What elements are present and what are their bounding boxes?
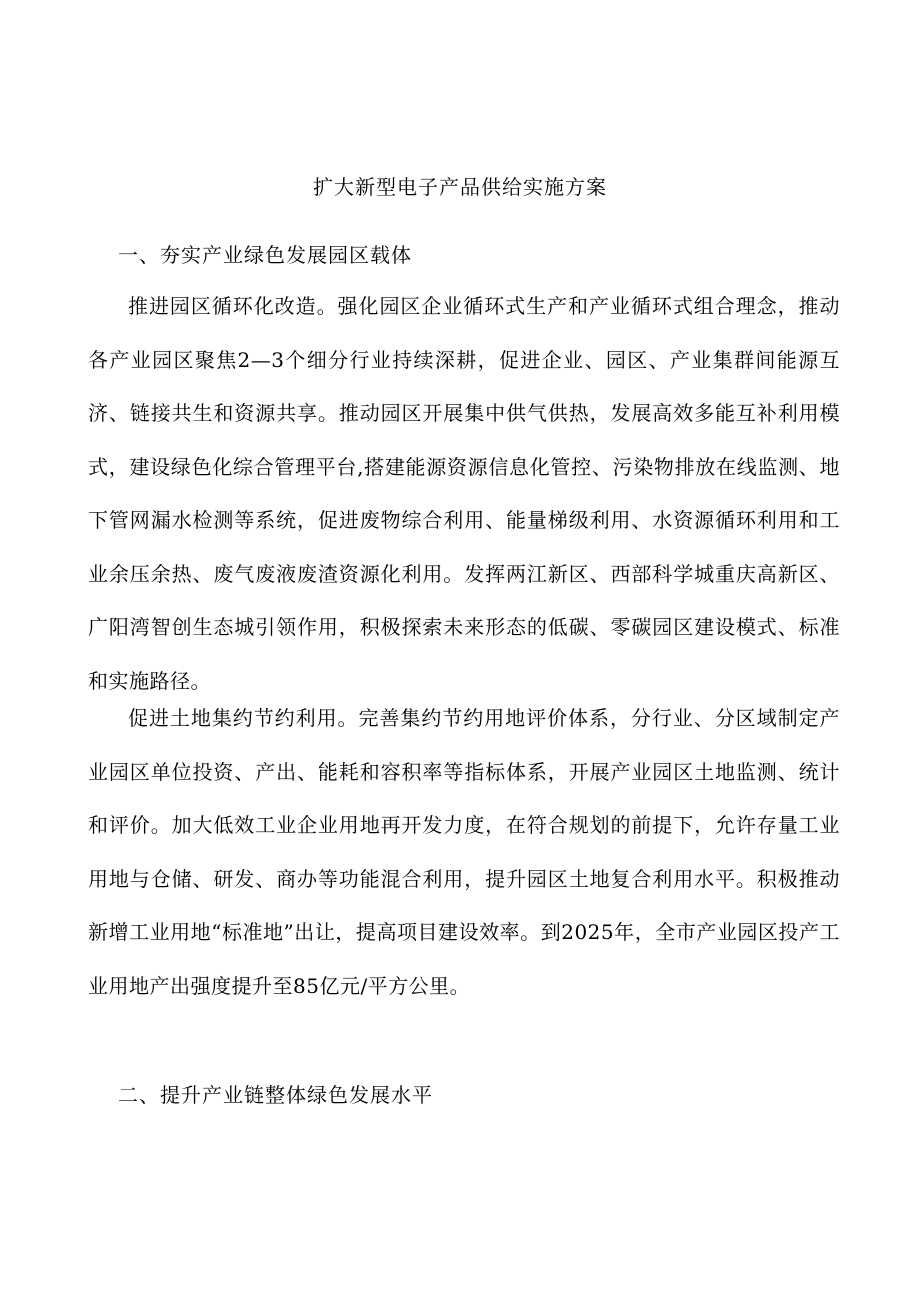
paragraph-land-use: 促进土地集约节约利用。完善集约节约用地评价体系，分行业、分区域制定产业园区单位投资、产出、能耗和容积率等指标体系，开展产业园区土地监测、统计和评价。加大低效工业企业用地再开发力度，在符合规划的前提下，允许存量工业用地与仓储、研发、商办等功能混合利用，提升园区土地复合利用水平。积极推动新增工业用地“标准地”出让，提高项目建设效率。到2025年，全市产业园区投产工业用地产出强度提升至85亿元/平方公里。 [88, 706, 840, 998]
paragraph-circular-park: 推进园区循环化改造。强化园区企业循环式生产和产业循环式组合理念，推动各产业园区聚焦2—3个细分行业持续深耕，促进企业、园区、产业集群间能源互济、链接共生和资源共享。推动园区开展集中供气供热，发展高效多能互补利用模式，建设绿色化综合管理平台,搭建能源资源信息化管控、污染物排放在线监测、地下管网漏水检测等系统，促进废物综合利用、能量梯级利用、水资源循环利用和工业余压余热、废气废液废渣资源化利用。发挥两江新区、西部科学城重庆高新区、广阳湾智创生态城引领作用，积极探索未来形态的低碳、零碳园区建设模式、标准和实施路径。 [88, 294, 840, 693]
document-title: 扩大新型电子产品供给实施方案 [313, 175, 607, 199]
section-heading-1: 一、夯实产业绿色发展园区载体 [118, 243, 412, 267]
section-heading-2: 二、提升产业链整体绿色发展水平 [118, 1083, 433, 1107]
